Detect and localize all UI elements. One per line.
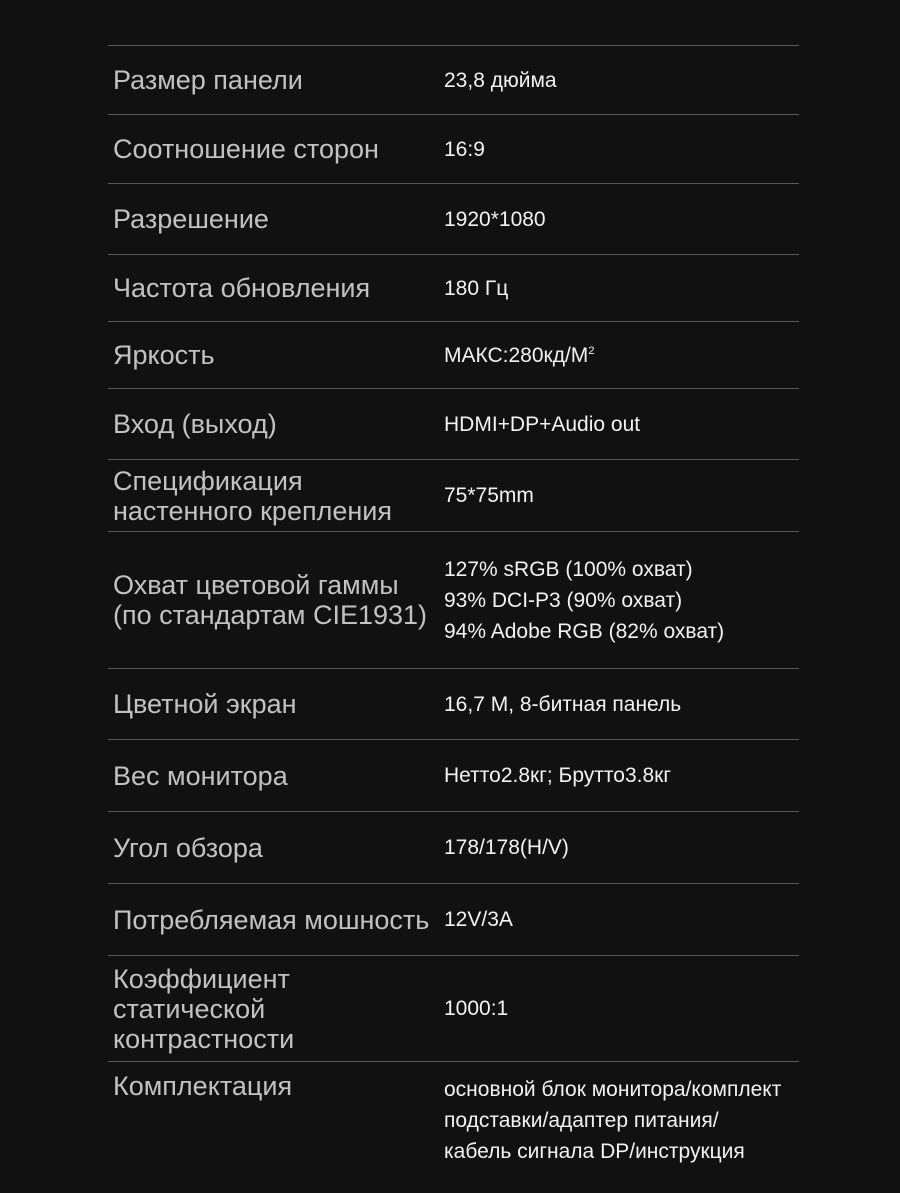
spec-value-line: 16,7 M, 8-битная панель (444, 692, 682, 716)
spec-value (444, 409, 799, 440)
spec-value-line: 127% sRGB (100% охват) (444, 557, 693, 581)
spec-row-color-gamut (108, 532, 799, 669)
spec-value-line (444, 340, 799, 371)
spec-row-inputs (108, 389, 799, 460)
spec-row-power (108, 884, 799, 956)
spec-value-line: Нетто2.8кг; Брутто3.8кг (444, 764, 671, 787)
spec-value-line: 12V/3A (444, 908, 513, 931)
spec-row-viewing-angle (108, 812, 799, 884)
spec-value (444, 554, 799, 647)
spec-value (444, 689, 799, 720)
spec-label: Коэффициент статической контрастности (113, 963, 295, 1054)
spec-value-line: 16:9 (444, 137, 485, 161)
spec-row-brightness (108, 322, 799, 389)
superscript: 2 (588, 344, 595, 357)
spec-label: Спецификация настенного крепления (113, 465, 392, 526)
spec-value (444, 65, 799, 96)
spec-label: Цветной экран (113, 689, 297, 719)
spec-value (444, 273, 799, 304)
spec-value (444, 480, 799, 511)
spec-label: Комплектация (113, 1071, 293, 1101)
spec-label: Потребляемая мошность (113, 904, 430, 935)
spec-row-panel-size (108, 46, 799, 115)
spec-label: Охват цветовой гаммы (по стандартам CIE1931) (113, 570, 428, 630)
spec-row-contrast (108, 956, 799, 1062)
spec-value-line: 93% DCI-P3 (90% охват) (444, 588, 683, 612)
spec-value (444, 760, 799, 791)
spec-row-weight (108, 740, 799, 812)
spec-value-line: 23,8 дюйма (444, 68, 557, 92)
spec-table (108, 45, 799, 1177)
spec-value-line: HDMI+DP+Audio out (444, 412, 641, 436)
spec-label: Вход (выход) (113, 409, 277, 439)
spec-label: Соотношение сторон (113, 134, 379, 164)
spec-value (444, 1071, 799, 1167)
spec-value-line: основной блок монитора/комплект (444, 1078, 782, 1101)
spec-value-line: 94% Adobe RGB (82% охват) (444, 619, 725, 643)
spec-value-line: подставки/адаптер питания/ (444, 1109, 719, 1132)
spec-value-line: 1920*1080 (444, 207, 546, 231)
spec-row-refresh-rate (108, 255, 799, 322)
spec-value-line: 1000:1 (444, 997, 509, 1020)
brightness-value: МАКС:280кд/М (444, 343, 589, 367)
spec-value-line: 178/178(H/V) (444, 836, 569, 859)
spec-value-line: 180 Гц (444, 276, 509, 300)
spec-label: Яркость (113, 340, 215, 370)
spec-label: Угол обзора (113, 832, 263, 863)
spec-label: Частота обновления (113, 273, 371, 303)
spec-row-package-contents (108, 1062, 799, 1177)
spec-row-wall-mount (108, 460, 799, 532)
spec-label: Разрешение (113, 204, 269, 234)
spec-row-resolution (108, 184, 799, 255)
spec-row-color-display (108, 669, 799, 740)
spec-value (444, 204, 799, 235)
spec-label: Вес монитора (113, 760, 288, 791)
spec-value (444, 134, 799, 165)
spec-value (444, 904, 799, 935)
spec-value (444, 993, 799, 1024)
spec-label: Размер панели (113, 65, 303, 95)
spec-value-line: 75*75mm (444, 484, 534, 507)
spec-value (444, 340, 799, 371)
spec-value (444, 832, 799, 863)
spec-value-line: кабель сигнала DP/инструкция (444, 1140, 745, 1163)
spec-row-aspect-ratio (108, 115, 799, 184)
